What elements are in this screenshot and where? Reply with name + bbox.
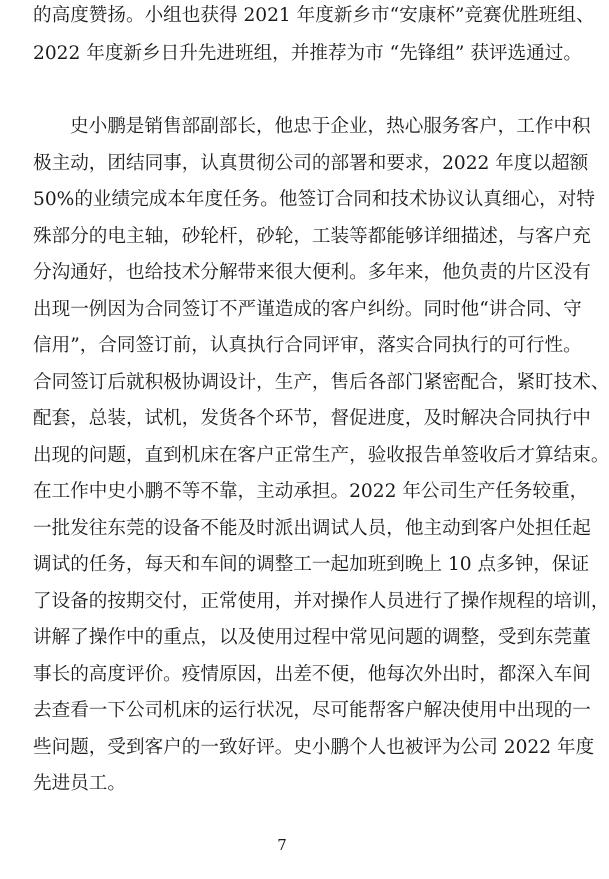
paragraph-2-line-15: 讲解了操作中的重点，以及使用过程中常见问题的调整，受到东莞董 [33,627,591,648]
paragraph-1-line-2: 2022 年度新乡日升先进班组，并推荐为市 “先锋组” 获评选通过。 [33,43,582,64]
paragraph-2-line-6: 出现一例因为合同签订不严谨造成的客户纠纷。同时他“讲合同、守 [33,299,582,320]
paragraph-2-line-11: 在工作中史小鹏不等不靠，主动承担。2022 年公司生产任务较重， [33,481,589,502]
paragraph-2-line-1: 史小鹏是销售部副部长，他忠于企业，热心服务客户，工作中积 [70,116,591,137]
paragraph-2-line-19: 先进员工。 [33,773,126,794]
paragraph-2-line-8: 合同签订后就积极协调设计，生产，售后各部门紧密配合，紧盯技术、 [33,372,609,393]
paragraph-2-line-18: 些问题，受到客户的一致好评。史小鹏个人也被评为公司 2022 年度 [33,737,595,758]
paragraph-1-line-1: 的高度赞扬。小组也获得 2021 年度新乡市“安康杯”竞赛优胜班组、 [33,5,595,26]
paragraph-2-line-5: 分沟通好，也给技术分解带来很大便利。多年来，他负责的片区没有 [33,262,591,283]
paragraph-2-line-7: 信用”，合同签订前，认真执行合同评审，落实合同执行的可行性。 [33,335,582,356]
paragraph-2-line-9: 配套，总装，试机，发货各个环节，督促进度，及时解决合同执行中 [33,408,591,429]
paragraph-2-line-16: 事长的高度评价。疫情原因，出差不便，他每次外出时，都深入车间 [33,664,591,685]
page-number: 7 [277,836,287,854]
paragraph-2-line-17: 去查看一下公司机床的运行状况，尽可能帮客户解决使用中出现的一 [33,700,591,721]
paragraph-2-line-12: 一批发往东莞的设备不能及时派出调试人员，他主动到客户处担任起 [33,518,591,539]
paragraph-2-line-14: 了设备的按期交付，正常使用，并对操作人员进行了操作规程的培训， [33,591,609,612]
paragraph-2-line-10: 出现的问题，直到机床在客户正常生产，验收报告单签收后才算结束。 [33,445,609,466]
paragraph-2-line-13: 调试的任务，每天和车间的调整工一起加班到晚上 10 点多钟，保证 [33,554,590,575]
paragraph-2-line-4: 殊部分的电主轴，砂轮杆，砂轮，工装等都能够详细描述，与客户充 [33,226,591,247]
paragraph-2-line-3: 50%的业绩完成本年度任务。他签订合同和技术协议认真细心，对特 [33,189,595,210]
paragraph-2-line-2: 极主动，团结同事，认真贯彻公司的部署和要求，2022 年度以超额 [33,153,589,174]
